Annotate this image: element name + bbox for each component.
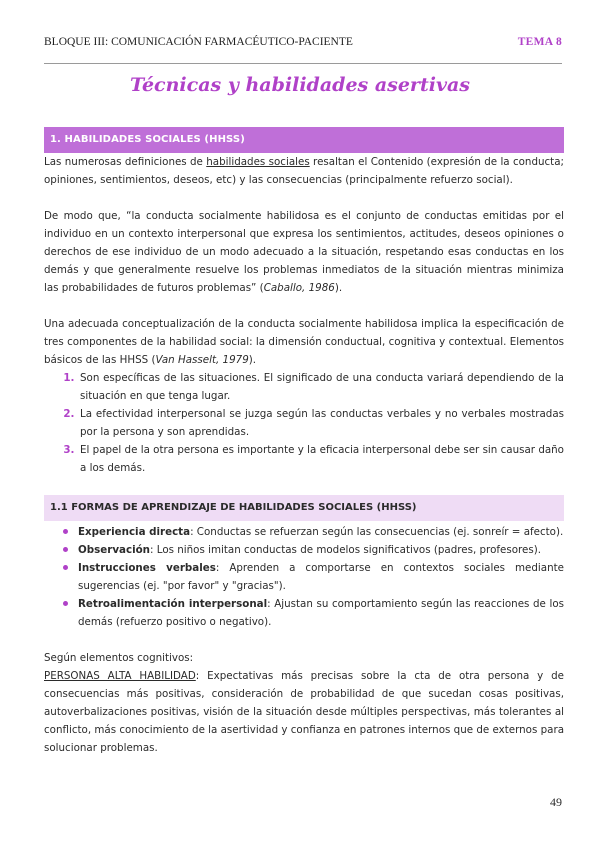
learning-forms-list xyxy=(44,523,564,631)
list-item: 2. La efectividad interpersonal se juzga según las conductas verbales y no verbales mostradas por la persona y son aprendidas. xyxy=(78,405,564,441)
section-heading-1-1: 1.1 FORMAS DE APRENDIZAJE DE HABILIDADES SOCIALES (HHSS) xyxy=(44,495,564,521)
list-item: 3. El papel de la otra persona es importante y la eficacia interpersonal debe ser sin causar daño a los demás. xyxy=(78,441,564,477)
bullet-icon xyxy=(63,601,68,606)
basic-elements-list xyxy=(44,369,564,477)
cognitive-intro: Según elementos cognitivos: xyxy=(44,652,194,664)
list-item: Observación: Los niños imitan conductas de modelos significativos (padres, profesores). xyxy=(78,541,564,559)
bullet-icon xyxy=(63,529,68,534)
bullet-icon xyxy=(63,565,68,570)
page-content xyxy=(44,127,564,757)
header-topic-number: TEMA 8 xyxy=(517,36,562,48)
paragraph-high-ability: PERSONAS ALTA HABILIDAD: Expectativas más precisas sobre la cta de otra persona y de consecuencias más positivas, consideración de probabilidad de que sucedan cosas positivas, autoverbalizaciones positivas, visión de la situación desde múltiples perspectivas, más tolerantes al conflicto, más conocimiento de la asertividad y confianza en patrones internos que de externos para solucionar problemas. xyxy=(44,670,564,754)
page-title: Técnicas y habilidades asertivas xyxy=(130,74,470,96)
bullet-icon xyxy=(63,547,68,552)
list-item: Experiencia directa: Conductas se refuerzan según las consecuencias (ej. sonreír = afecto). xyxy=(78,523,564,541)
header-divider xyxy=(44,63,562,64)
paragraph-conceptualization: Una adecuada conceptualización de la conducta socialmente habilidosa implica la especificación de tres componentes de la habilidad social: la dimensión conductual, cognitiva y contextual. Elementos básicos de las HHSS (Van Hasselt, 1979). xyxy=(44,318,564,366)
citation: Caballo, 1986 xyxy=(263,282,335,294)
paragraph-definitions: Las numerosas definiciones de habilidades sociales resaltan el Contenido (expresión de la conducta; opiniones, sentimientos, deseos, etc) y las consecuencias (principalmente refuerzo social). xyxy=(44,156,564,186)
list-item: Retroalimentación interpersonal: Ajustan su comportamiento según las reacciones de los demás (refuerzo positivo o negativo). xyxy=(78,595,564,631)
citation: Van Hasselt, 1979 xyxy=(155,354,249,366)
page-header xyxy=(44,36,562,48)
section-heading-1: 1. HABILIDADES SOCIALES (HHSS) xyxy=(44,127,564,153)
paragraph-caballo-definition: De modo que, “la conducta socialmente habilidosa es el conjunto de conductas emitidas por el individuo en un contexto interpersonal que expresa los sentimientos, actitudes, deseos opiniones o derechos de ese individuo de un modo adecuado a la situación, respetando esas conductas en los demás y que generalmente resuelve los problemas inmediatos de la situación mientras minimiza las probabilidades de futuros problemas” (Caballo, 1986). xyxy=(44,210,564,294)
list-item: 1. Son específicas de las situaciones. El significado de una conducta variará dependiendo de la situación en que tenga lugar. xyxy=(78,369,564,405)
header-block-title: BLOQUE III: COMUNICACIÓN FARMACÉUTICO-PACIENTE xyxy=(44,36,353,48)
list-item: Instrucciones verbales: Aprenden a comportarse en contextos sociales mediante sugerencias (ej. "por favor" y "gracias"). xyxy=(78,559,564,595)
underlined-term: habilidades sociales xyxy=(206,156,310,168)
underlined-term: PERSONAS ALTA HABILIDAD xyxy=(44,670,196,682)
page-number: 49 xyxy=(550,795,562,809)
